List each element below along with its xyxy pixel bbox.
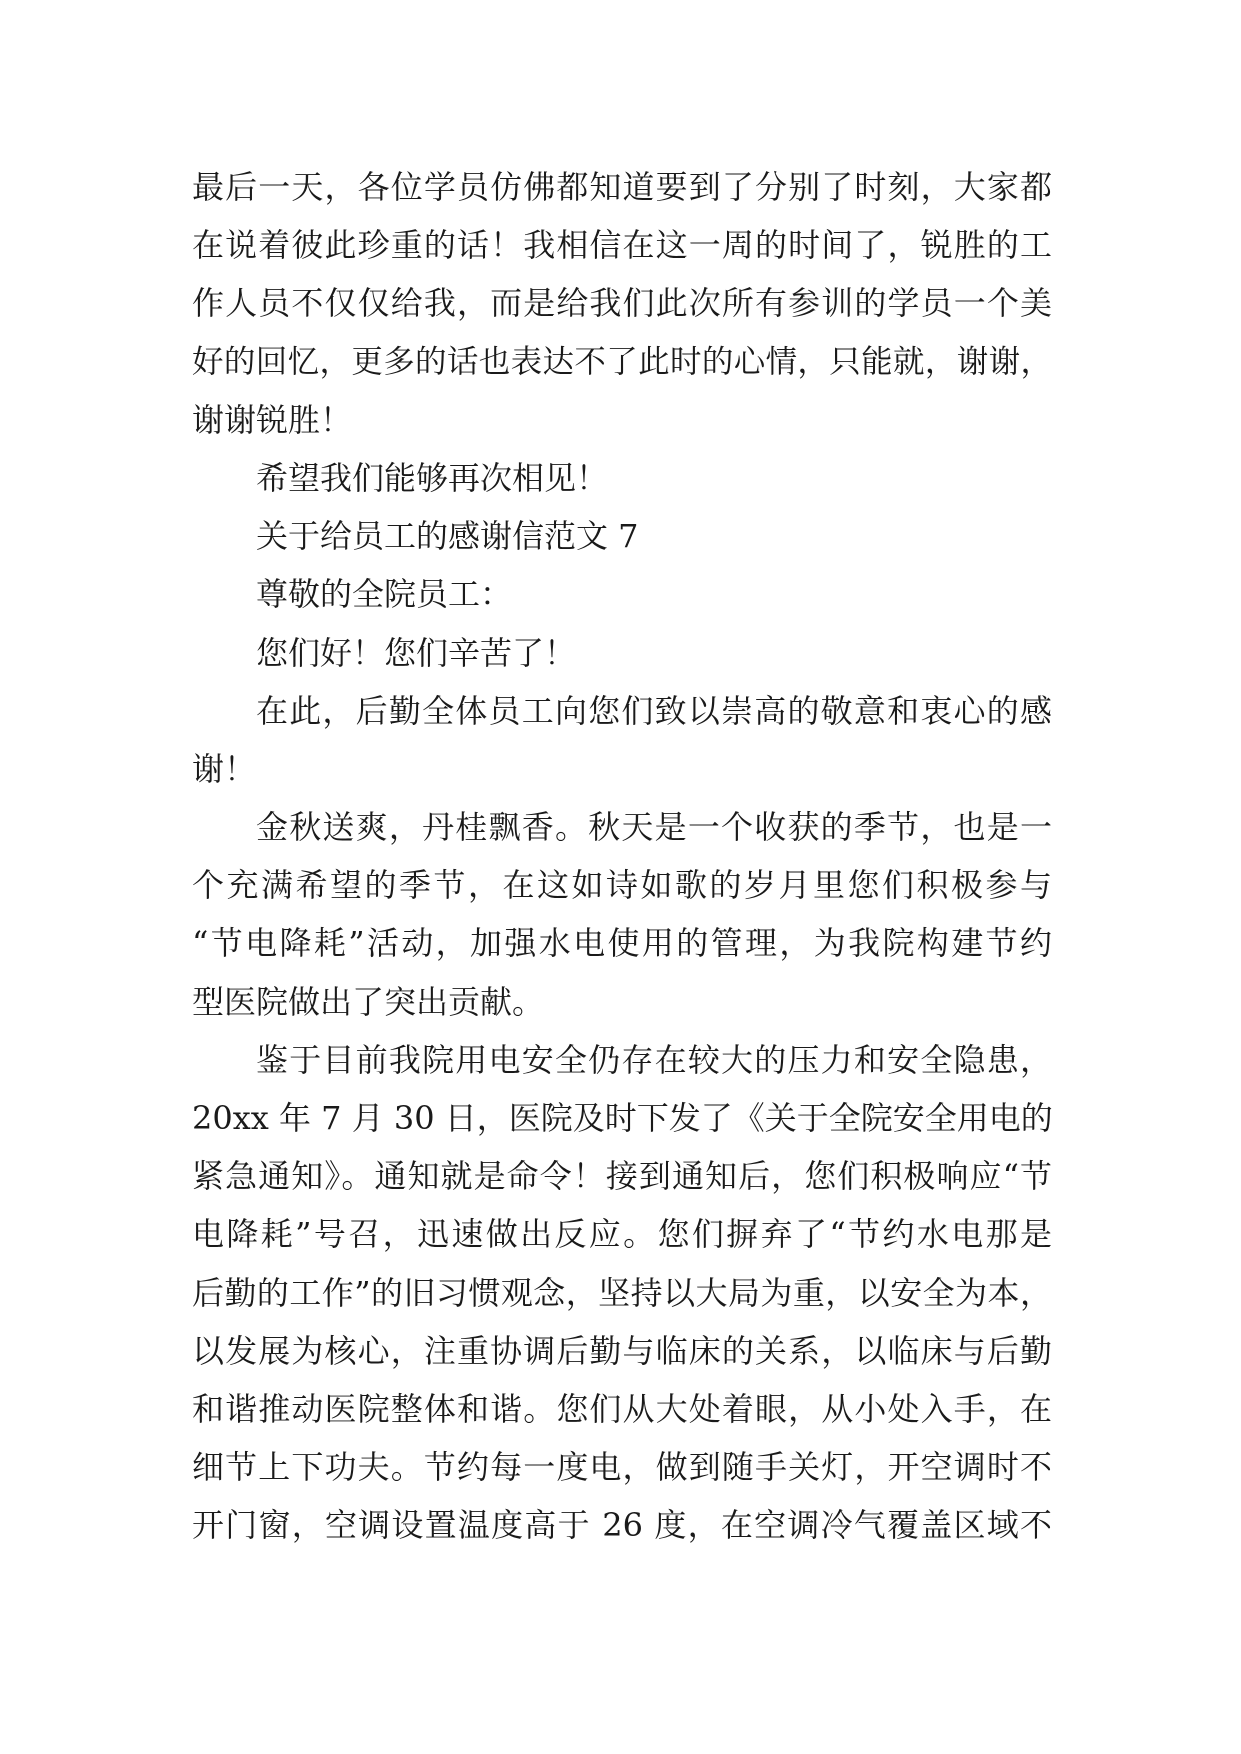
text-line: 开门窗，空调设置温度高于 26 度，在空调冷气覆盖区域不 xyxy=(192,1506,1052,1545)
text-line: 后勤的工作”的旧习惯观念，坚持以大局为重，以安全为本， xyxy=(192,1273,1052,1312)
text-line: 在说着彼此珍重的话！我相信在这一周的时间了，锐胜的工 xyxy=(192,226,1052,265)
text-line: 鉴于目前我院用电安全仍存在较大的压力和安全隐患， xyxy=(256,1040,1052,1079)
text-line: 电降耗”号召，迅速做出反应。您们摒弃了“节约水电那是 xyxy=(192,1215,1052,1254)
text-line: 紧急通知》。通知就是命令！接到通知后，您们积极响应“节 xyxy=(192,1157,1052,1196)
text-line: 20xx 年 7 月 30 日，医院及时下发了《关于全院安全用电的 xyxy=(192,1099,1053,1137)
document-body xyxy=(192,158,1052,1555)
text-line: 作人员不仅仅给我，而是给我们此次所有参训的学员一个美 xyxy=(192,284,1052,323)
closing-line: 希望我们能够再次相见！ xyxy=(256,458,609,497)
text-line: 好的回忆，更多的话也表达不了此时的心情，只能就，谢谢， xyxy=(192,343,1052,380)
section-heading: 关于给员工的感谢信范文 7 xyxy=(256,517,639,556)
text-line: 以发展为核心，注重协调后勤与临床的关系，以临床与后勤 xyxy=(192,1331,1052,1370)
greeting: 您们好！您们辛苦了！ xyxy=(256,633,577,672)
text-line: 细节上下功夫。节约每一度电，做到随手关灯，开空调时不 xyxy=(192,1448,1052,1487)
text-line: 最后一天，各位学员仿佛都知道要到了分别了时刻，大家都 xyxy=(192,168,1052,206)
text-line: 金秋送爽，丹桂飘香。秋天是一个收获的季节，也是一 xyxy=(256,808,1052,847)
text-line: 在此，后勤全体员工向您们致以崇高的敬意和衷心的感 xyxy=(256,691,1052,730)
text-line: 谢谢锐胜！ xyxy=(192,400,353,439)
text-line: “节电降耗”活动，加强水电使用的管理，为我院构建节约 xyxy=(192,924,1052,963)
text-line: 和谐推动医院整体和谐。您们从大处着眼，从小处入手，在 xyxy=(192,1389,1052,1428)
text-line: 个充满希望的季节，在这如诗如歌的岁月里您们积极参与 xyxy=(192,866,1052,905)
text-line: 谢！ xyxy=(192,749,257,788)
salutation: 尊敬的全院员工： xyxy=(256,575,513,614)
text-line: 型医院做出了突出贡献。 xyxy=(192,982,545,1021)
